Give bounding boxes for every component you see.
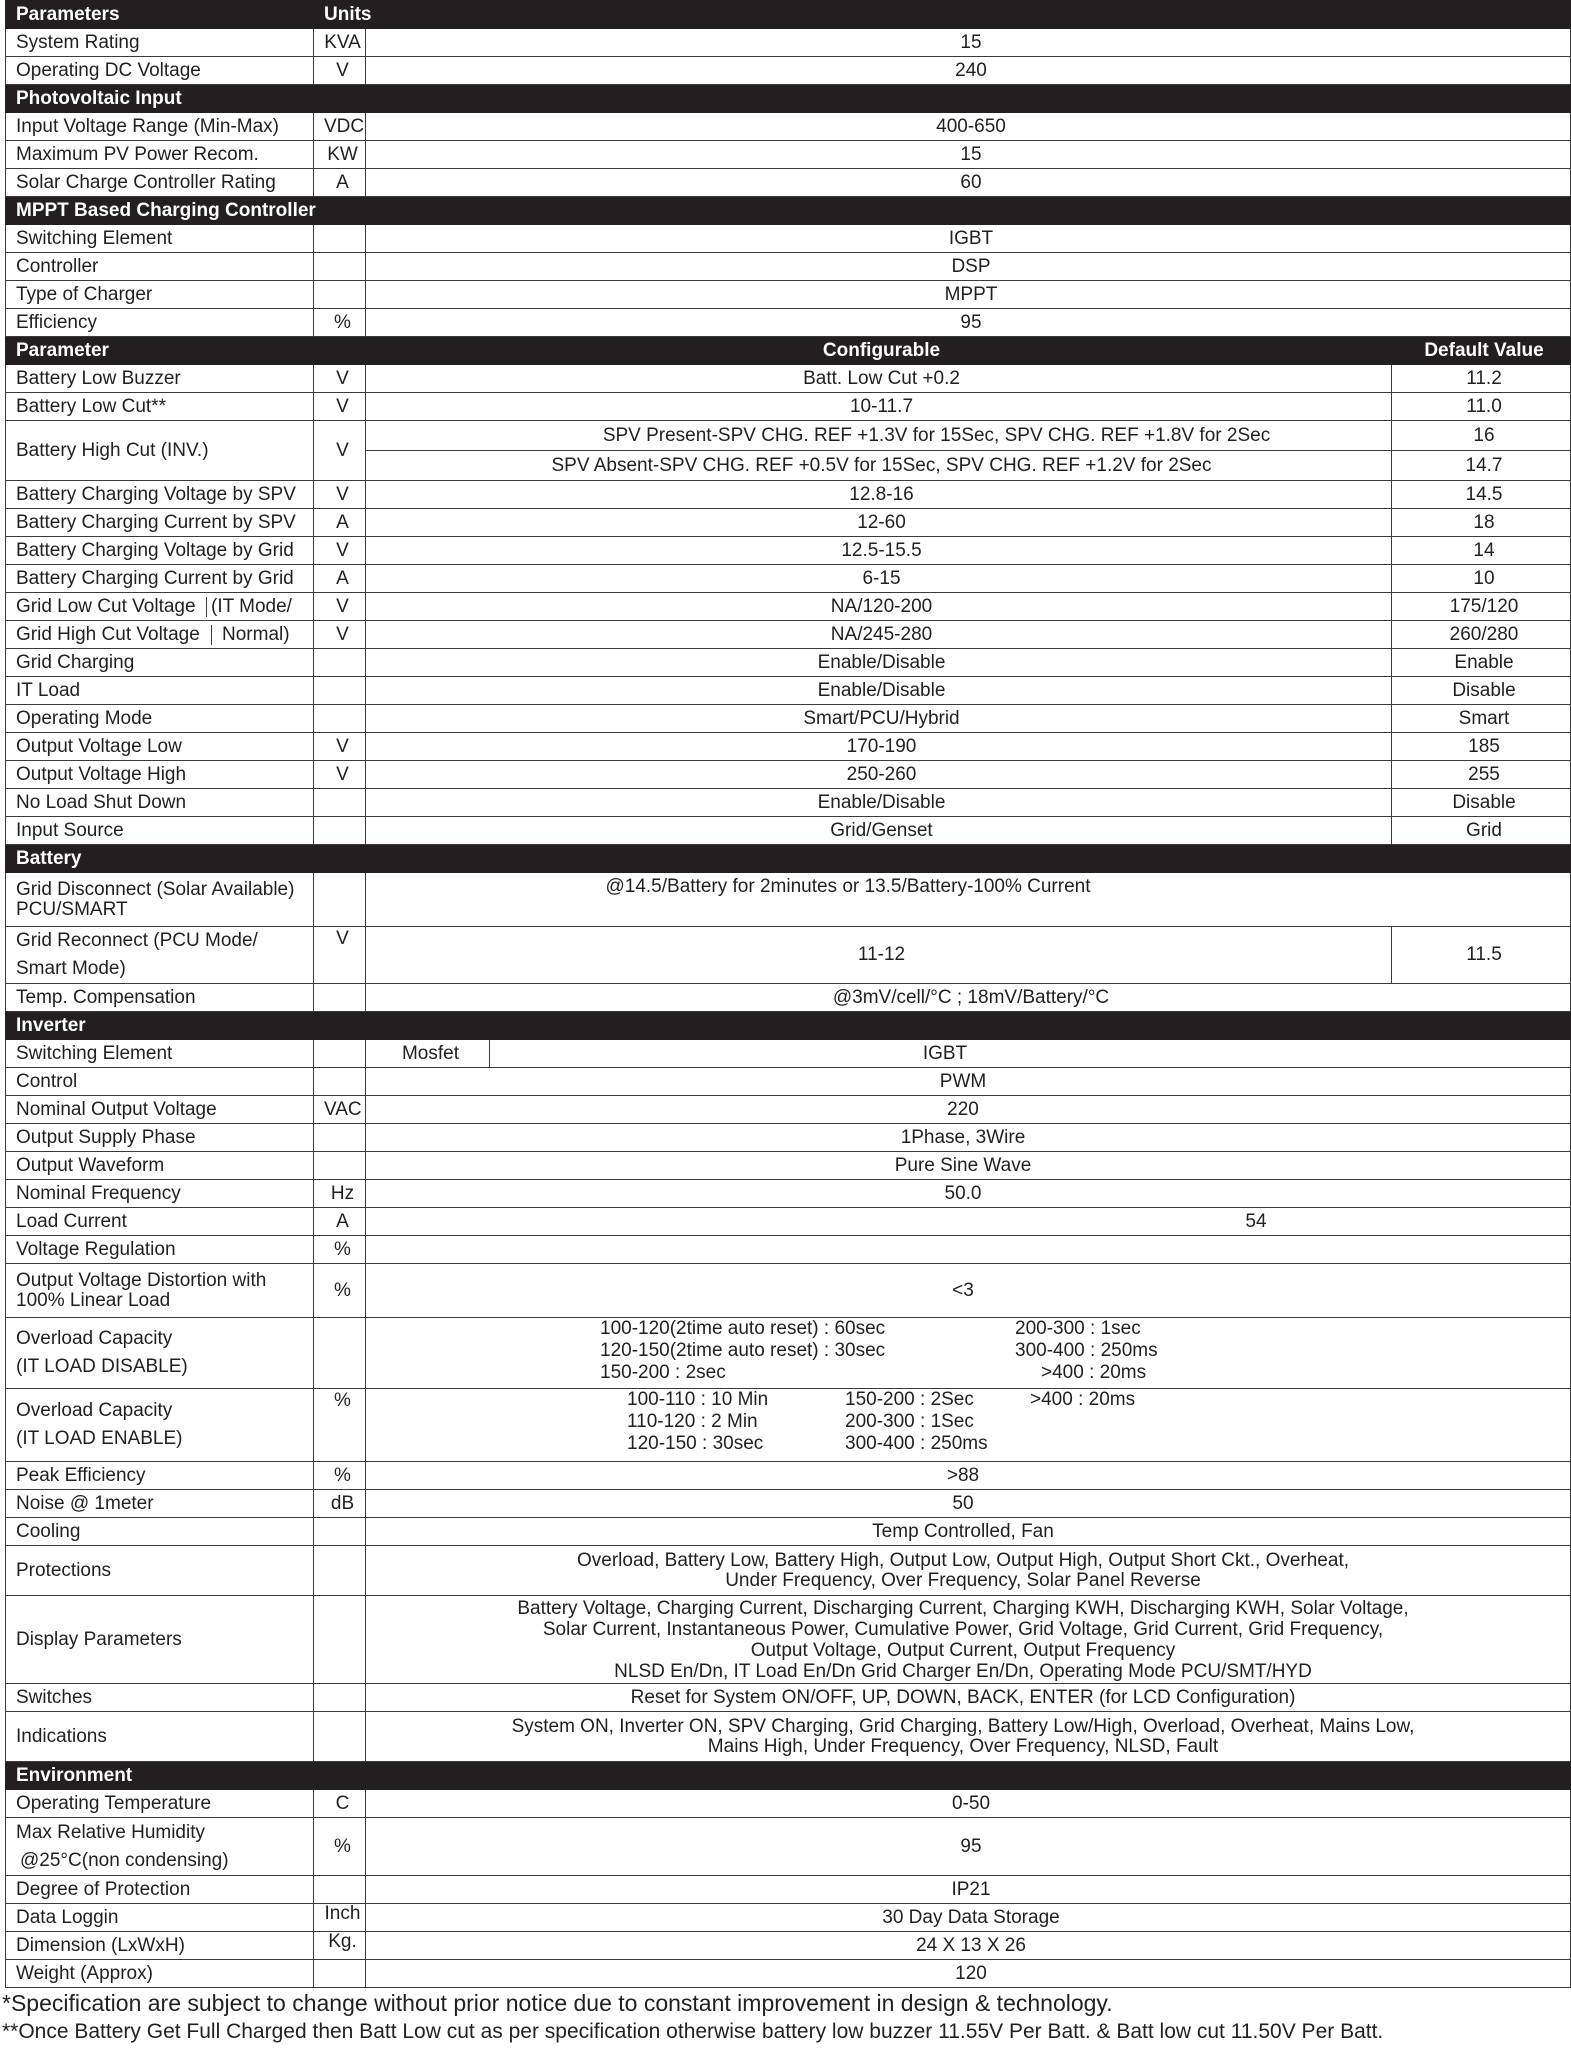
param-label: Output Voltage High (6, 761, 314, 789)
table-row (6, 1960, 1571, 1988)
table-row (6, 873, 1571, 927)
unit-label: % (314, 1389, 366, 1462)
header-blank (314, 337, 366, 365)
default-value: 14.5 (1392, 481, 1571, 509)
default-value: 260/280 (1392, 621, 1571, 649)
configurable-value: 10-11.7 (366, 393, 1392, 421)
param-label: Indications (6, 1712, 314, 1762)
table-row (6, 1040, 1571, 1068)
param-label: Display Parameters (6, 1596, 314, 1684)
table-row (6, 1818, 1571, 1876)
param-value (366, 1712, 1571, 1762)
table-row (6, 1712, 1571, 1762)
table-row (6, 113, 1571, 141)
param-label: Output Voltage Low (6, 733, 314, 761)
unit-label: VDC (314, 113, 366, 141)
unit-label: Kg. (314, 1932, 366, 1960)
param-value (366, 1596, 1571, 1684)
table-row (6, 225, 1571, 253)
table-row (6, 253, 1571, 281)
table-row (6, 1180, 1571, 1208)
overload-entry: 120-150(2time auto reset) : 30sec (600, 1340, 886, 1361)
overload-entry: 150-200 : 2Sec (845, 1389, 974, 1410)
switching-element-a: Mosfet (366, 1040, 490, 1068)
param-value: 1Phase, 3Wire (366, 1124, 1571, 1152)
section-title: Photovoltaic Input (6, 85, 1571, 113)
param-label: Noise @ 1meter (6, 1490, 314, 1518)
param-label: Type of Charger (6, 281, 314, 309)
table-row (6, 481, 1571, 509)
param-value: PWM (366, 1068, 1571, 1096)
overload-entry: 150-200 : 2sec (600, 1362, 726, 1383)
param-label-line: Output Voltage Distortion with (16, 1269, 267, 1291)
unit-label (314, 281, 366, 309)
table-row (6, 1208, 1571, 1236)
configurable-value: Batt. Low Cut +0.2 (366, 365, 1392, 393)
param-label: IT Load (6, 677, 314, 705)
overload-enable-cell (366, 1389, 1571, 1462)
unit-label (314, 1518, 366, 1546)
unit-label: V (314, 733, 366, 761)
unit-label (314, 1040, 366, 1068)
configurable-value: Grid/Genset (366, 817, 1392, 845)
param-label: Controller (6, 253, 314, 281)
unit-label: % (314, 309, 366, 337)
table-row (6, 1790, 1571, 1818)
footnote-specification: *Specification are subject to change without prior notice due to constant improvement in design & technology. (2, 1990, 1113, 2016)
param-label-line: (IT LOAD ENABLE) (16, 1428, 183, 1449)
table-row (6, 141, 1571, 169)
header-units: Units (314, 1, 366, 29)
unit-label (314, 1960, 366, 1988)
param-value: 60 (366, 169, 1571, 197)
param-value: 95 (366, 309, 1571, 337)
unit-label: VAC (314, 1096, 366, 1124)
param-value (366, 1236, 1571, 1264)
table-row (6, 1546, 1571, 1596)
configurable-value: Enable/Disable (366, 789, 1392, 817)
unit-label (314, 817, 366, 845)
param-label: Protections (6, 1546, 314, 1596)
table-row (6, 1389, 1571, 1462)
table-row (6, 509, 1571, 537)
param-label: System Rating (6, 29, 314, 57)
table-row (6, 927, 1571, 984)
table-row (6, 1684, 1571, 1712)
param-label-line: Overload Capacity (16, 1328, 173, 1349)
param-label-line: 100% Linear Load (16, 1289, 171, 1311)
header-configurable: Configurable (366, 337, 1392, 365)
unit-label (314, 1876, 366, 1904)
unit-label: A (314, 509, 366, 537)
param-label-line: PCU/SMART (16, 898, 128, 920)
param-label (6, 1389, 314, 1462)
param-value: 30 Day Data Storage (366, 1904, 1571, 1932)
param-label-line: (IT LOAD DISABLE) (16, 1356, 188, 1377)
configurable-value: 12.5-15.5 (366, 537, 1392, 565)
configurable-value: Smart/PCU/Hybrid (366, 705, 1392, 733)
unit-label: Inch (314, 1904, 366, 1932)
param-label (6, 927, 314, 984)
param-label: Input Voltage Range (Min-Max) (6, 113, 314, 141)
unit-label: V (314, 57, 366, 85)
param-value: 24 X 13 X 26 (366, 1932, 1571, 1960)
param-label: Switches (6, 1684, 314, 1712)
default-value: Disable (1392, 789, 1571, 817)
display-parameters-line: Battery Voltage, Charging Current, Discharging Current, Charging KWH, Discharging KWH, Solar Voltage, (517, 1597, 1409, 1619)
param-value: IGBT (366, 225, 1571, 253)
param-label: Switching Element (6, 225, 314, 253)
unit-label (314, 984, 366, 1012)
section-title: Environment (6, 1762, 1571, 1790)
param-value: @14.5/Battery for 2minutes or 13.5/Battery-100% Current (366, 873, 1571, 927)
overload-entry: 300-400 : 250ms (845, 1433, 988, 1454)
section-title: Battery (6, 845, 1571, 873)
unit-label: % (314, 1462, 366, 1490)
param-label: Grid High Cut Voltage (16, 623, 200, 645)
table-row (6, 649, 1571, 677)
default-value: Disable (1392, 677, 1571, 705)
table-row (6, 1932, 1571, 1960)
table-row (6, 621, 1571, 649)
param-label: Grid Charging (6, 649, 314, 677)
spec-table (5, 0, 1571, 1988)
table-row (6, 1264, 1571, 1318)
unit-label: V (314, 593, 366, 621)
default-value: 16 (1392, 421, 1571, 451)
param-value: @3mV/cell/°C ; 18mV/Battery/°C (366, 984, 1571, 1012)
param-label: No Load Shut Down (6, 789, 314, 817)
header-default-value: Default Value (1392, 337, 1571, 365)
table-row (6, 365, 1571, 393)
param-value: 15 (366, 29, 1571, 57)
param-label-line: Grid Disconnect (Solar Available) (16, 878, 295, 900)
param-label: Operating Mode (6, 705, 314, 733)
param-label (6, 1264, 314, 1318)
param-label: Dimension (LxWxH) (6, 1932, 314, 1960)
table-row (6, 421, 1571, 451)
default-value: 11.5 (1392, 927, 1571, 984)
header-blank (366, 1, 1571, 29)
header-parameter: Parameter (6, 337, 314, 365)
table-row (6, 393, 1571, 421)
param-label: Battery Charging Current by SPV (6, 509, 314, 537)
default-value: 14.7 (1392, 451, 1571, 481)
param-value: 50 (366, 1490, 1571, 1518)
overload-entry: 100-110 : 10 Min (627, 1389, 769, 1410)
param-value: 15 (366, 141, 1571, 169)
configurable-value: 11-12 (366, 927, 1392, 984)
header-parameters: Parameters (6, 1, 314, 29)
param-label: Load Current (6, 1208, 314, 1236)
unit-label: % (314, 1264, 366, 1318)
overload-enable-values (366, 1389, 1570, 1461)
protections-line: Under Frequency, Over Frequency, Solar Panel Reverse (725, 1569, 1201, 1591)
table-row (6, 789, 1571, 817)
param-value: IP21 (366, 1876, 1571, 1904)
param-label: Battery High Cut (INV.) (6, 421, 314, 481)
param-label: Battery Low Cut** (6, 393, 314, 421)
param-label (6, 1818, 314, 1876)
grid-cut-layout (16, 597, 313, 617)
table-row (6, 281, 1571, 309)
unit-label: V (314, 421, 366, 481)
table-row (6, 817, 1571, 845)
table-row (6, 1462, 1571, 1490)
param-label: Battery Charging Voltage by Grid (6, 537, 314, 565)
default-value: 14 (1392, 537, 1571, 565)
configurable-value: 12-60 (366, 509, 1392, 537)
table-row (6, 169, 1571, 197)
section-header-photovoltaic (6, 85, 1571, 113)
grid-mode-note: Normal) (211, 625, 313, 645)
unit-label: V (314, 761, 366, 789)
table-row (6, 1124, 1571, 1152)
param-label: Weight (Approx) (6, 1960, 314, 1988)
table-row (6, 537, 1571, 565)
configurable-value: 170-190 (366, 733, 1392, 761)
param-label (6, 1318, 314, 1389)
table-row (6, 1904, 1571, 1932)
param-value: 54 (366, 1208, 1571, 1236)
unit-label: dB (314, 1490, 366, 1518)
param-label: Switching Element (6, 1040, 314, 1068)
indications-line: System ON, Inverter ON, SPV Charging, Grid Charging, Battery Low/High, Overload, Overheat, Mains Low, (511, 1715, 1415, 1737)
configurable-value: SPV Present-SPV CHG. REF +1.3V for 15Sec, SPV CHG. REF +1.8V for 2Sec (366, 421, 1392, 451)
configurable-value: SPV Absent-SPV CHG. REF +0.5V for 15Sec, SPV CHG. REF +1.2V for 2Sec (366, 451, 1392, 481)
footnote-battery-low-cut: **Once Battery Get Full Charged then Batt Low cut as per specification otherwise battery low buzzer 11.55V Per Batt. & Batt low cut 11.50V Per Batt. (2, 2020, 1384, 2043)
param-value: 50.0 (366, 1180, 1571, 1208)
section-title: Inverter (6, 1012, 1571, 1040)
param-label-line: @25°C(non condensing) (20, 1849, 229, 1871)
table-row (6, 1596, 1571, 1684)
table-row (6, 705, 1571, 733)
configurable-value: Enable/Disable (366, 649, 1392, 677)
table-row (6, 984, 1571, 1012)
display-parameters-line: Output Voltage, Output Current, Output Frequency (750, 1639, 1176, 1661)
param-value: 220 (366, 1096, 1571, 1124)
grid-high-cut-cell (6, 621, 314, 649)
unit-label: A (314, 169, 366, 197)
table-row (6, 1518, 1571, 1546)
section-title: MPPT Based Charging Controller (6, 197, 1571, 225)
param-label-line: Grid Reconnect (PCU Mode/ (16, 930, 258, 951)
unit-label: Hz (314, 1180, 366, 1208)
default-value: 185 (1392, 733, 1571, 761)
param-label: Cooling (6, 1518, 314, 1546)
table-row (6, 1096, 1571, 1124)
param-label: Input Source (6, 817, 314, 845)
table-row (6, 1068, 1571, 1096)
unit-label: V (314, 621, 366, 649)
default-value: Grid (1392, 817, 1571, 845)
grid-low-cut-cell (6, 593, 314, 621)
default-value: 11.2 (1392, 365, 1571, 393)
overload-disable-values (366, 1318, 1570, 1388)
table-row (6, 593, 1571, 621)
table-row (6, 565, 1571, 593)
param-value: >88 (366, 1462, 1571, 1490)
unit-label: KW (314, 141, 366, 169)
configurable-value: 6-15 (366, 565, 1392, 593)
spec-sheet (5, 0, 1570, 1988)
overload-disable-cell (366, 1318, 1571, 1389)
default-value: 255 (1392, 761, 1571, 789)
param-label: Battery Charging Current by Grid (6, 565, 314, 593)
configurable-value: 250-260 (366, 761, 1392, 789)
unit-label (314, 705, 366, 733)
param-value: 95 (366, 1818, 1571, 1876)
table-row (6, 57, 1571, 85)
param-label: Control (6, 1068, 314, 1096)
unit-label (314, 649, 366, 677)
table-row (6, 309, 1571, 337)
param-label: Operating Temperature (6, 1790, 314, 1818)
unit-label (314, 1318, 366, 1389)
unit-label: A (314, 1208, 366, 1236)
table-row (6, 1490, 1571, 1518)
unit-label: C (314, 1790, 366, 1818)
unit-label: % (314, 1818, 366, 1876)
param-label: Peak Efficiency (6, 1462, 314, 1490)
grid-cut-layout (16, 625, 313, 645)
param-value: <3 (366, 1264, 1571, 1318)
unit-label: V (314, 481, 366, 509)
unit-label: KVA (314, 29, 366, 57)
unit-label (314, 1712, 366, 1762)
table-row (6, 761, 1571, 789)
overload-entry: 300-400 : 250ms (1015, 1340, 1158, 1361)
param-label: Nominal Frequency (6, 1180, 314, 1208)
section-header-parameters (6, 1, 1571, 29)
param-value: 120 (366, 1960, 1571, 1988)
table-row (6, 677, 1571, 705)
overload-entry: 110-120 : 2 Min (627, 1411, 758, 1432)
configurable-value: Enable/Disable (366, 677, 1392, 705)
param-label-line: Max Relative Humidity (16, 1821, 205, 1843)
unit-label (314, 253, 366, 281)
param-label: Voltage Regulation (6, 1236, 314, 1264)
param-label (6, 873, 314, 927)
table-row (6, 1152, 1571, 1180)
configurable-value: 12.8-16 (366, 481, 1392, 509)
param-label: Operating DC Voltage (6, 57, 314, 85)
unit-label (314, 873, 366, 927)
param-value: Reset for System ON/OFF, UP, DOWN, BACK, ENTER (for LCD Configuration) (366, 1684, 1571, 1712)
switching-element-b: IGBT (490, 1040, 1571, 1068)
unit-label: V (314, 537, 366, 565)
unit-label (314, 1152, 366, 1180)
unit-label (314, 225, 366, 253)
param-label: Battery Low Buzzer (6, 365, 314, 393)
param-label: Efficiency (6, 309, 314, 337)
unit-label (314, 677, 366, 705)
unit-label (314, 1124, 366, 1152)
param-value: 400-650 (366, 113, 1571, 141)
default-value: 11.0 (1392, 393, 1571, 421)
param-label-line: Smart Mode) (16, 958, 126, 979)
param-label-line: Overload Capacity (16, 1400, 173, 1421)
param-label: Solar Charge Controller Rating (6, 169, 314, 197)
overload-entry: >400 : 20ms (1041, 1362, 1147, 1383)
default-value: 18 (1392, 509, 1571, 537)
default-value: 10 (1392, 565, 1571, 593)
table-row (6, 29, 1571, 57)
unit-label: % (314, 1236, 366, 1264)
section-header-environment (6, 1762, 1571, 1790)
unit-label: V (314, 393, 366, 421)
param-value: Temp Controlled, Fan (366, 1518, 1571, 1546)
unit-label (314, 789, 366, 817)
param-label: Nominal Output Voltage (6, 1096, 314, 1124)
table-row (6, 733, 1571, 761)
param-label: Degree of Protection (6, 1876, 314, 1904)
default-value: Smart (1392, 705, 1571, 733)
overload-entry: 120-150 : 30sec (627, 1433, 764, 1454)
overload-entry: 100-120(2time auto reset) : 60sec (600, 1318, 886, 1339)
display-parameters-line: Solar Current, Instantaneous Power, Cumulative Power, Grid Voltage, Grid Current, Grid Frequency, (542, 1618, 1384, 1640)
indications-line: Mains High, Under Frequency, Over Frequency, NLSD, Fault (707, 1735, 1219, 1757)
table-row (6, 1318, 1571, 1389)
default-value: 175/120 (1392, 593, 1571, 621)
param-value: DSP (366, 253, 1571, 281)
overload-entry: >400 : 20ms (1030, 1389, 1136, 1410)
table-row (6, 1876, 1571, 1904)
param-label: Data Loggin (6, 1904, 314, 1932)
section-header-inverter (6, 1012, 1571, 1040)
unit-label: V (314, 365, 366, 393)
configurable-value: NA/245-280 (366, 621, 1392, 649)
param-label: Temp. Compensation (6, 984, 314, 1012)
table-row (6, 1236, 1571, 1264)
param-value (366, 1546, 1571, 1596)
unit-label: V (314, 927, 366, 984)
unit-label (314, 1684, 366, 1712)
overload-entry: 200-300 : 1sec (1015, 1318, 1141, 1339)
display-parameters-line: NLSD En/Dn, IT Load En/Dn Grid Charger En/Dn, Operating Mode PCU/SMT/HYD (614, 1660, 1312, 1682)
param-value: MPPT (366, 281, 1571, 309)
section-header-configurable (6, 337, 1571, 365)
param-label: Output Supply Phase (6, 1124, 314, 1152)
param-label: Grid Low Cut Voltage (16, 595, 196, 617)
param-label: Maximum PV Power Recom. (6, 141, 314, 169)
protections-line: Overload, Battery Low, Battery High, Output Low, Output High, Output Short Ckt., Overheat, (577, 1549, 1349, 1571)
param-value: 240 (366, 57, 1571, 85)
param-value: Pure Sine Wave (366, 1152, 1571, 1180)
grid-mode-note: (IT Mode/ (206, 597, 313, 617)
param-label: Battery Charging Voltage by SPV (6, 481, 314, 509)
section-header-mppt (6, 197, 1571, 225)
unit-label (314, 1546, 366, 1596)
overload-entry: 200-300 : 1Sec (845, 1411, 974, 1432)
section-header-battery (6, 845, 1571, 873)
param-label: Output Waveform (6, 1152, 314, 1180)
param-value: 0-50 (366, 1790, 1571, 1818)
unit-label (314, 1596, 366, 1684)
unit-label: A (314, 565, 366, 593)
configurable-value: NA/120-200 (366, 593, 1392, 621)
default-value: Enable (1392, 649, 1571, 677)
unit-label (314, 1068, 366, 1096)
